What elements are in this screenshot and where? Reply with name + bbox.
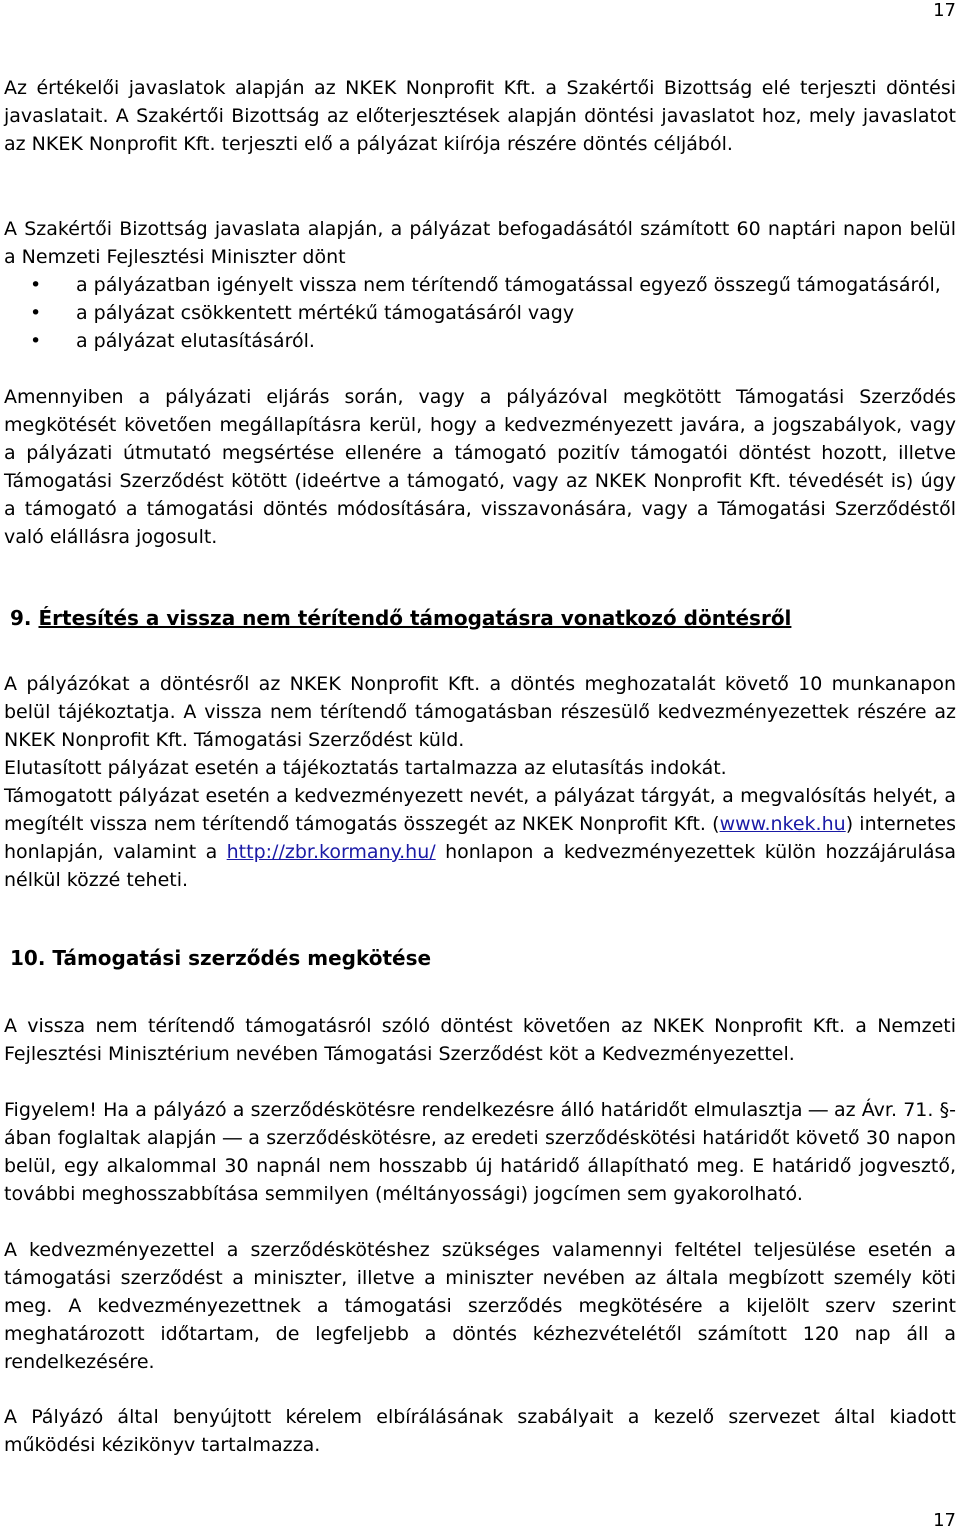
list-item: • a pályázat elutasításáról.: [30, 327, 956, 355]
page-number-top: 17: [933, 0, 956, 21]
paragraph-signing: A kedvezményezettel a szerződéskötéshez szükséges valamennyi feltétel teljesülése esetén a támogatási szerződést a miniszter, illetve a miniszter nevében az általa megbízott személy köti meg. A kedvezményezettnek a támogatási szerződés megkötésére a kijelölt szerv szerint meghatározott időtartam, de legfeljebb a döntés kézhezvételétől számított 120 nap áll a rendelkezésére.: [4, 1239, 956, 1373]
paragraph-revocation: Amennyiben a pályázati eljárás során, vagy a pályázóval megkötött Támogatási Szerződés megkötését követően megállapításra kerül, hogy a kedvezményezett javára, a jogszabályok, vagy a pályázati útmutató megsértése ellenére a támogató pozitív támogatói döntést hozott, illetve Támogatási Szerződést kötött (ideértve a támogató, vagy az NKEK Nonprofit Kft. tévedését is) úgy a támogató a támogatási döntés módosítására, visszavonására, vagy a Támogatási Szerződéstől való elállásra jogosult.: [4, 386, 956, 548]
paragraph-handbook: A Pályázó által benyújtott kérelem elbírálásának szabályait a kezelő szervezet által kiadott működési kézikönyv tartalmazza.: [4, 1406, 956, 1456]
paragraph-publication: Támogatott pályázat esetén a kedvezményezett nevét, a pályázat tárgyát, a megvalósítás helyét, a megítélt vissza nem térítendő támogatás összegét az NKEK Nonprofit Kft. (www.nkek.hu) internetes honlapján, valamint a http://zbr.kormany.hu/ honlapon a kedvezményezettek külön hozzájárulása nélkül közzé teheti.: [4, 785, 956, 891]
paragraph-committee-decision: A Szakértői Bizottság javaslata alapján, a pályázat befogadásától számított 60 naptári napon belül a Nemzeti Fejlesztési Miniszter dönt: [4, 218, 956, 268]
paragraph-contract: A vissza nem térítendő támogatásról szóló döntést követően az NKEK Nonprofit Kft. a Nemzeti Fejlesztési Minisztérium nevében Támogatási Szerződést köt a Kedvezményezettel.: [4, 1015, 956, 1065]
section-number: 10.: [10, 946, 46, 970]
paragraph-notification: A pályázókat a döntésről az NKEK Nonprofit Kft. a döntés meghozatalát követő 10 munkanapon belül tájékoztatja. A vissza nem térítendő támogatásban részesülő kedvezményezettek részére az NKEK Nonprofit Kft. Támogatási Szerződést küld.: [4, 673, 956, 751]
page-number-bottom: 17: [933, 1510, 956, 1531]
section-9-heading: [10, 604, 791, 632]
list-item: • a pályázat csökkentett mértékű támogatásáról vagy: [30, 299, 956, 327]
zbr-kormany-link[interactable]: http://zbr.kormany.hu/: [226, 841, 436, 863]
section-title: Támogatási szerződés megkötése: [52, 946, 432, 970]
bullet-icon: •: [30, 302, 42, 324]
list-item: • a pályázatban igényelt vissza nem térítendő támogatással egyező összegű támogatásáról,: [30, 271, 956, 299]
nkek-link[interactable]: www.nkek.hu: [719, 813, 846, 835]
paragraph-evaluation: Az értékelői javaslatok alapján az NKEK Nonprofit Kft. a Szakértői Bizottság elé terjeszti döntési javaslatait. A Szakértői Bizottság az előterjesztések alapján döntési javaslatot hoz, mely javaslatot az NKEK Nonprofit Kft. terjeszti elő a pályázat kiírója részére döntés céljából.: [4, 77, 956, 155]
section-number: 9.: [10, 606, 32, 630]
section-10-heading: [10, 944, 431, 972]
decision-options-list: [30, 271, 956, 355]
section-title: Értesítés a vissza nem térítendő támogatásra vonatkozó döntésről: [38, 606, 792, 630]
bullet-icon: •: [30, 330, 42, 352]
paragraph-warning: Figyelem! Ha a pályázó a szerződéskötésre rendelkezésre álló határidőt elmulasztja ― az Ávr. 71. §-ában foglaltak alapján ― a szerződéskötésre, az eredeti szerződéskötési határidőt követő 30 napon belül, egy alkalommal 30 napnál nem hosszabb új határidő állapítható meg. E határidő jogvesztő, további meghosszabbítása semmilyen (méltányossági) jogcímen sem gyakorolható.: [4, 1099, 956, 1205]
bullet-icon: •: [30, 274, 42, 296]
paragraph-rejection: Elutasított pályázat esetén a tájékoztatás tartalmazza az elutasítás indokát.: [4, 757, 727, 779]
